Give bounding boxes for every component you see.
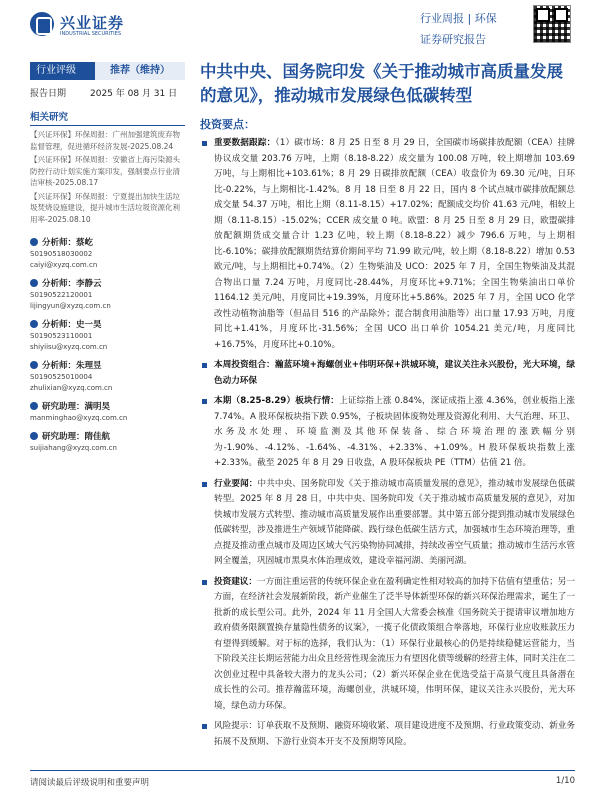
analyst-email[interactable]: zhulixian@xyzq.com.cn <box>30 384 113 392</box>
assistant-email[interactable]: suijiahang@xyzq.com.cn <box>30 444 117 452</box>
report-title: 中共中央、国务院印发《关于推动城市高质量发展的意见》，推动城市发展绿色低碳转型 <box>200 62 563 105</box>
rating-bar <box>30 62 185 80</box>
page-header <box>0 0 600 50</box>
logo-english: INDUSTRIAL SECURITIES <box>60 31 121 37</box>
analyst-email[interactable]: lijingyun@xyzq.com.cn <box>30 302 111 310</box>
analyst-id: S0190518030002 <box>30 250 93 258</box>
assistant-email[interactable]: manminghao@xyzq.com.cn <box>30 414 128 422</box>
rating-value: 推荐（维持） <box>95 62 185 80</box>
analyst-id: S0190522120001 <box>30 291 93 299</box>
related-research-list <box>30 129 185 225</box>
analyst-list <box>30 235 185 454</box>
logo-name: 兴业证券 <box>60 14 125 32</box>
main-content <box>200 60 575 755</box>
bullet-lead: 本期（8.25-8.29）板块行情： <box>214 396 340 406</box>
key-point-data-tracking <box>200 136 575 353</box>
report-type: 行业周报 | 环保 <box>420 12 497 25</box>
page-number: 1/10 <box>555 776 575 786</box>
bullet-text: 瀚蓝环境+海螺创业+伟明环保+洪城环境，建议关注永兴股份，光大环境，绿色动力环保 <box>214 360 575 386</box>
analyst-entry <box>30 235 185 271</box>
analyst-email[interactable]: caiyi@xyzq.com.cn <box>30 261 98 269</box>
key-point-risk <box>200 719 575 750</box>
key-point-news <box>200 477 575 570</box>
qr-code-icon <box>533 5 571 43</box>
analyst-entry <box>30 358 185 394</box>
bullet-lead: 行业要闻： <box>214 478 258 489</box>
date-label: 报告日期 <box>30 89 67 99</box>
analyst-id: S0190525010004 <box>30 373 93 381</box>
bullet-text: 风险提示：订单获取不及预期、融资环境收紧、项目建设进度不及预期、行业政策变动、新业务拓展不及预期、下游行业资本开支不及预期等风险。 <box>214 721 575 747</box>
person-icon <box>30 238 38 246</box>
analyst-name: 分析师：蔡屹 <box>42 238 94 248</box>
assistant-entry <box>30 429 185 454</box>
person-icon <box>30 320 38 328</box>
report-meta <box>420 10 530 47</box>
related-research-title: 相关研究 <box>30 109 185 126</box>
analyst-entry <box>30 276 185 312</box>
report-department: 证券研究报告 <box>420 33 486 46</box>
related-research-link[interactable]: 【兴证环保】环保周报：安徽省上海污染源头防控行动计划实施方案印发，强制要点行业清洁审核-2025.08.17 <box>30 155 180 187</box>
bullet-lead: 本周投资组合： <box>214 360 275 370</box>
related-research-link[interactable]: 【兴证环保】环保周报：宁夏提出加快生活垃圾焚烧设施建设，提升城市生活垃圾资源化利用率-2025.08.10 <box>30 191 180 224</box>
person-icon <box>30 432 38 440</box>
key-point-advice <box>200 575 575 715</box>
report-date-row <box>30 86 185 100</box>
related-research-link[interactable]: 【兴证环保】环保周报：广州加强建筑废弃物监督管理，促进循环经济发展-2025.08.24 <box>30 130 180 151</box>
bullet-lead: 重要数据跟踪： <box>214 138 276 148</box>
logo-icon <box>30 12 54 36</box>
assistant-name: 研究助理：隋佳航 <box>42 432 111 442</box>
bullet-text: （1）碳市场：8 月 25 日至 8 月 29 日，全国碳市场碳排放配额（CEA）挂牌协议成交量 203.76 万吨，上期（8.18-8.22）成交量为 100.08 万吨，较上期增加 103.69 万吨，与上期相比+103.61%；8 月 29 日碳排放配额（CEA）收盘价为 69.30 元/吨，日环比-0.22%，与上期相比-1.42%。8 月 18 日至 8 月 22 日，国内 8 个试点城市碳排放配额总成交量 54.37 万吨，相比上期（8.11-8.15）+17.02%；配额成交均价 41.63 元/吨，相较上期（8.11-8.15）-15.02%；CCER 成交量 0 吨。欧盟：8 月 25 日至 8 月 29 日，欧盟碳排放配额期货成交量合计 1.23 亿吨，较上期（8.18-8.22）减少 796.6 万吨，与上期相比-6.10%；碳排放配额期货结算价期间平均 71.99 欧元/吨，较上期（8.18-8.22）增加 0.53 欧元/吨，与上期相比+0.74%。（2）生物柴油及 UCO：2025 年 7 月，全国生物柴油及其混合物出口量 7.24 万吨，月度同比-28.44%，月度环比+9.71%；全国生物柴油出口单价 1164.12 美元/吨，月度同比+19.39%，月度环比+5.86%。2025 年 7 月，全国 UCO 化学改性动植物油脂等（但品目 516 的产品除外；混合制食用油脂等）出口量 17.93 万吨，月度同比+1.41%，月度环比-31.56%；全国 UCO 出口单价 1054.21 美元/吨，月度同比+16.75%，月度环比+0.10%。 <box>214 138 575 350</box>
bullet-lead: 投资建议： <box>214 576 257 587</box>
analyst-email[interactable]: shiyiisu@xyzq.com.cn <box>30 343 108 351</box>
footer-disclaimer[interactable]: 请阅读最后评级说明和重要声明 <box>30 778 150 788</box>
analyst-name: 分析师：李静云 <box>42 279 102 289</box>
analyst-entry <box>30 317 185 353</box>
key-point-portfolio <box>200 358 575 389</box>
analyst-name: 分析师：朱理昱 <box>42 361 102 371</box>
key-point-market <box>200 394 575 472</box>
rating-label: 行业评级 <box>30 62 95 80</box>
person-icon <box>30 361 38 369</box>
company-logo <box>30 12 150 40</box>
sidebar <box>30 62 185 459</box>
analyst-name: 分析师：史一昊 <box>42 320 102 330</box>
assistant-entry <box>30 399 185 424</box>
bullet-text: 上证综指上涨 0.84%，深证成指上涨 4.36%，创业板指上涨 7.74%。A 股环保板块指下跌 0.95%，子板块固体废物处理及资源化利用、大气治理、环卫、水务及水处理、环境监测及其他环保装备、综合环境治理的涨跌幅分别为-1.90%、-4.12%、-1.64%、-4.31%、+2.33%、+1.09%。H 股环保板块指数上涨+2.33%。截至 2025 年 8 月 29 日收盘，A 股环保板块 PE（TTM）估值 21 倍。 <box>214 396 575 468</box>
bullet-text: 中共中央、国务院印发《关于推动城市高质量发展的意见》，推动城市发展绿色低碳转型。2025 年 8 月 28 日，中共中央、国务院印发《关于推动城市高质量发展的意见》，对加快城市发展方式转型、推动城市高质量发展作出重要部署。其中第五部分提到推动城市发展绿色低碳转型，涉及推进生产领域节能降碳、践行绿色低碳生活方式，加强城市生态环境治理等，重点提及推动重点城市及周边区域大气污染物协同减排，持续改善空气质量；推动城市生活污水管网全覆盖，巩固城市黑臭水体治理成效，建设幸福河湖、美丽河湖。 <box>214 478 575 566</box>
assistant-name: 研究助理：满明昊 <box>42 402 111 412</box>
key-points-heading: 投资要点： <box>200 118 255 131</box>
person-icon <box>30 402 38 410</box>
person-icon <box>30 279 38 287</box>
page-footer <box>30 770 575 788</box>
date-value: 2025 年 08 月 31 日 <box>90 89 178 99</box>
bullet-text: 一方面注重运营的传统环保企业在盈利确定性相对较高的加持下估值有望重估；另一方面，在经济社会发展新阶段，新产业催生了泛半导体新型环保的新兴环保治理需求，诞生了一批新的成长型公司。此外，2024 年 11 月全国人大常委会核准《国务院关于提请审议增加地方政府债务限额置换存量隐性债务的议案》，一揽子化债政策组合拳落地，环保行业应收账款压力有望得到缓解。对于标的选择，我们认为：（1）环保行业最核心的仍是持续稳健运营能力，当下阶段关注长期运营能力出众且经营性现金流压力有望因化债等缓解的经营主体，同时关注在二次创业过程中具备较大潜力的龙头公司；（2）新兴环保企业在优选受益于高景气度且具备潜在成长性的公司。推荐瀚蓝环境，海螺创业，洪城环境，伟明环保，建议关注永兴股份，光大环境，绿色动力环保。 <box>214 576 575 711</box>
analyst-id: S0190523110001 <box>30 332 93 340</box>
